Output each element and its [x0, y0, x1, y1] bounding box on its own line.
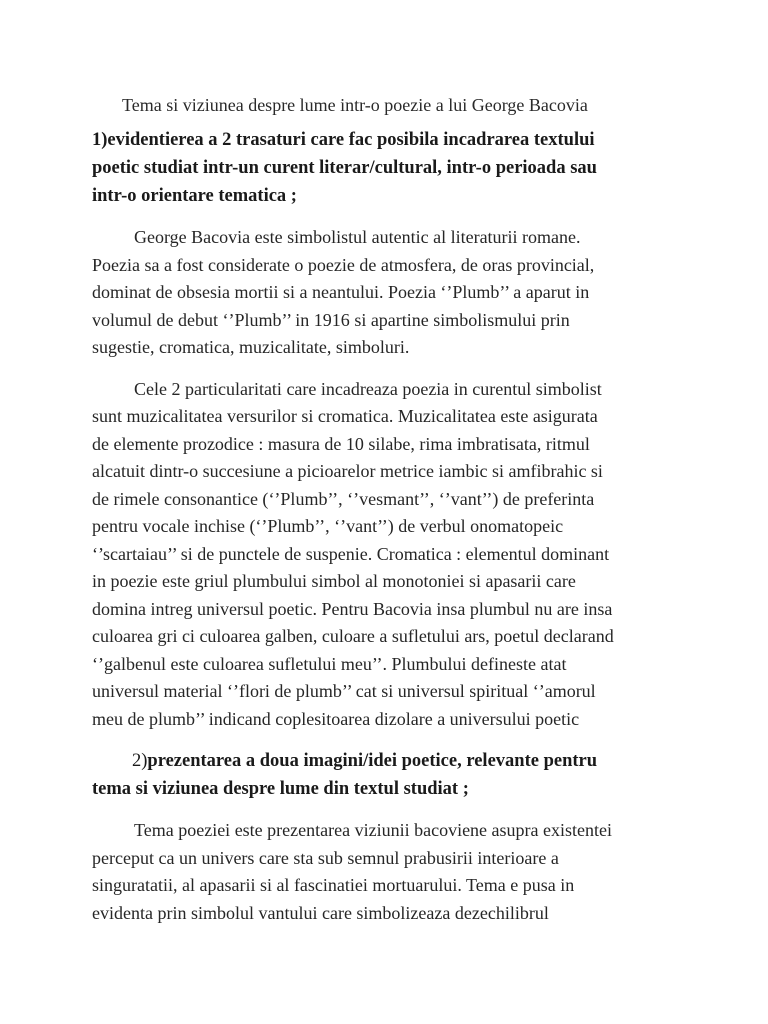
text-segment: . Plumbului defineste atat [382, 653, 567, 674]
paragraph-line: domina intreg universul poetic. Pentru Bacovia insa plumbul nu are insa [92, 598, 613, 619]
paragraph-line: sunt muzicalitatea versurilor si cromatica. Muzicalitatea este asigurata [92, 406, 598, 426]
paragraph-line [92, 541, 674, 569]
text-segment: prezentarea a doua imagini/idei poetice, relevante pentru [147, 751, 598, 771]
paragraph-2 [92, 376, 674, 734]
text-segment: dominat de obsesia mortii si a neantului [92, 282, 379, 302]
text-segment: ‘’Plumb’’, ‘’vesmant’’, ‘’vant’’) de preferinta [268, 488, 595, 509]
paragraph-line: perceput ca un univers care sta sub semnul prabusirii interioare a [92, 847, 559, 868]
paragraph-line: Tema poeziei este prezentarea viziunii bacoviene asupra existentei [134, 820, 613, 840]
text-segment: ‘’scartaiau’’ si de punctele [92, 543, 280, 564]
text-segment: de suspenie. Cromatica : elementul dominant [279, 543, 610, 564]
paragraph-line: sugestie, cromatica, muzicalitate, simboluri. [92, 337, 410, 357]
question-2-line: tema si viziunea despre lume din textul studiat ; [92, 779, 469, 799]
paragraph-line [92, 486, 674, 514]
paragraph-line: George Bacovia este simbolistul autentic al literaturii romane. [134, 227, 581, 247]
question-1-line: poetic studiat intr-un curent literar/cultural, intr-o perioada sau [92, 158, 597, 178]
question-2 [92, 747, 674, 803]
paragraph-line: singuratatii, al apasarii si al fascinatiei mortuarului. Tema e pusa in [92, 875, 575, 895]
paragraph-line: in poezie este griul plumbului simbol al monotoniei si apasarii care [92, 571, 576, 591]
paragraph-3 [92, 817, 674, 927]
question-1-line: 1)evidentierea a 2 trasaturi care fac posibila incadrarea textului [92, 130, 595, 150]
question-number: 2) [132, 751, 148, 771]
paragraph-line: de elemente prozodice : masura de 10 silabe, rima imbratisata, ritmul [92, 433, 590, 454]
question-1 [92, 126, 674, 210]
paragraph-line: Poezia sa a fost considerate o poezie de atmosfera, de oras provincial, [92, 254, 595, 275]
document-title: Tema si viziunea despre lume intr-o poezie a lui George Bacovia [122, 95, 588, 115]
paragraph-line [92, 307, 674, 335]
text-segment: de rimele consonantice ( [92, 488, 269, 509]
paragraph-line [92, 651, 674, 679]
paragraph-line: Cele 2 particularitati care incadreaza poezia in curentul simbolist [134, 378, 602, 399]
paragraph-line: meu de plumb’’ indicand coplesitoarea dizolare a universului poetic [92, 708, 580, 729]
paragraph-line [92, 279, 674, 307]
text-segment: si apartine simbolismului prin [349, 309, 570, 330]
question-2-line [92, 747, 674, 775]
paragraph-line: culoarea gri ci culoarea galben, culoare a sufletului ars, poetul declarand [92, 626, 614, 646]
text-segment: ‘’galbenul este culoarea sufletului meu’’ [92, 653, 383, 674]
question-1-line: intr-o orientare tematica ; [92, 186, 297, 206]
paragraph-line: evidenta prin simbolul vantului care simbolizeaza dezechilibrul [92, 902, 549, 923]
text-segment: . Poezia ‘’Plumb’’ a aparut in [378, 282, 590, 302]
text-segment: volumul de debut ‘’Plumb’’ in 1916 [92, 309, 350, 330]
paragraph-line: universul material ‘’flori de plumb’’ cat si universul spiritual ‘’amorul [92, 681, 596, 701]
paragraph-1 [92, 224, 674, 362]
paragraph-line: pentru vocale inchise (‘’Plumb’’, ‘’vant’’) de verbul onomatopeic [92, 516, 564, 536]
paragraph-line: alcatuit dintr-o succesiune a picioarelor metrice iambic si amfibrahic si [92, 461, 603, 481]
